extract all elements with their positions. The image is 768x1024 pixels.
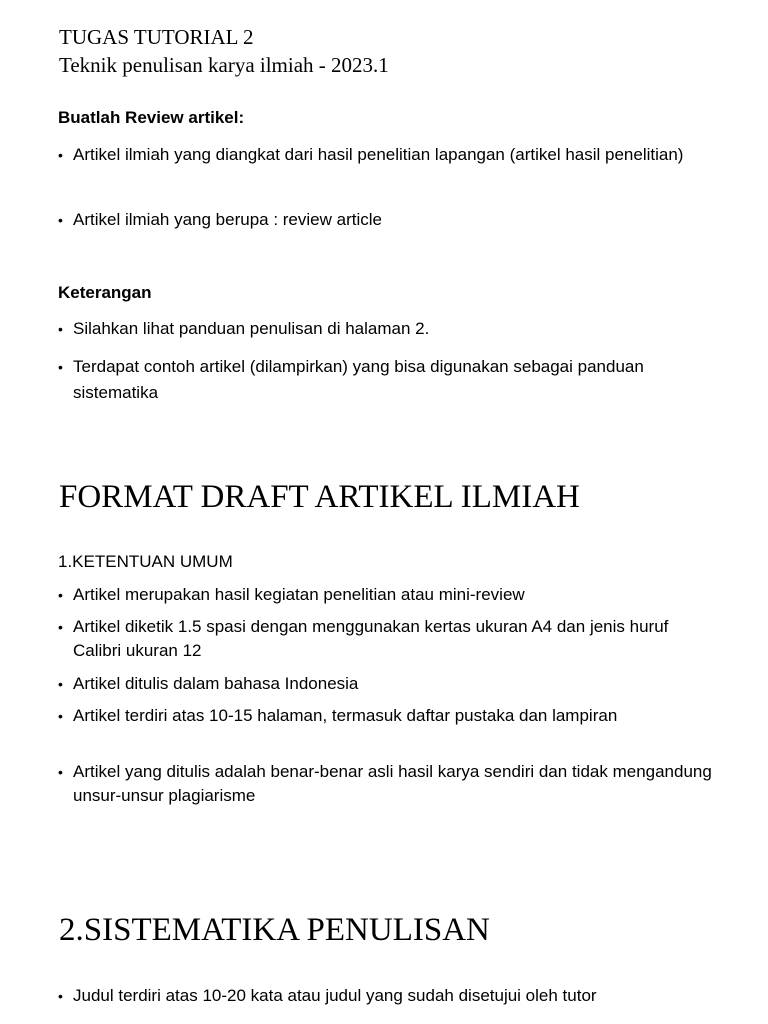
document-title: TUGAS TUTORIAL 2 xyxy=(59,25,254,49)
list-item xyxy=(58,142,718,168)
keterangan-heading: Keterangan xyxy=(58,283,152,302)
list-item xyxy=(58,583,718,607)
list-item xyxy=(58,672,718,696)
list-item-text: Artikel diketik 1.5 spasi dengan menggunakan kertas ukuran A4 dan jenis huruf Calibri ukuran 12 xyxy=(73,617,669,660)
list-item-text: Silahkan lihat panduan penulisan di halaman 2. xyxy=(73,319,430,338)
list-item-text: Artikel ditulis dalam bahasa Indonesia xyxy=(73,674,359,693)
bullet-icon: • xyxy=(58,359,63,375)
ketentuan-umum-heading: 1.KETENTUAN UMUM xyxy=(58,552,233,571)
sistematika-heading: 2.SISTEMATIKA PENULISAN xyxy=(59,912,490,948)
list-item xyxy=(58,207,718,233)
review-heading: Buatlah Review artikel: xyxy=(58,108,245,127)
list-item-text: Artikel ilmiah yang berupa : review article xyxy=(73,210,382,229)
list-item xyxy=(58,983,718,1009)
bullet-icon: • xyxy=(58,587,63,603)
list-item-text: Artikel merupakan hasil kegiatan penelitian atau mini-review xyxy=(73,585,525,604)
bullet-icon: • xyxy=(58,212,63,228)
list-item xyxy=(58,760,718,808)
list-item-text: Artikel yang ditulis adalah benar-benar asli hasil karya sendiri dan tidak mengandung unsur-unsur plagiarisme xyxy=(73,762,712,805)
bullet-icon: • xyxy=(58,619,63,635)
list-item-text: Artikel terdiri atas 10-15 halaman, termasuk daftar pustaka dan lampiran xyxy=(73,706,618,725)
list-item xyxy=(58,704,718,728)
list-item-text: Terdapat contoh artikel (dilampirkan) yang bisa digunakan sebagai panduan sistematika xyxy=(73,357,644,402)
list-item-text: Artikel ilmiah yang diangkat dari hasil penelitian lapangan (artikel hasil penelitian) xyxy=(73,145,684,164)
bullet-icon: • xyxy=(58,988,63,1004)
bullet-icon: • xyxy=(58,676,63,692)
format-heading: FORMAT DRAFT ARTIKEL ILMIAH xyxy=(59,479,580,515)
list-item xyxy=(58,615,718,663)
list-item xyxy=(58,316,718,342)
list-item xyxy=(58,354,718,406)
bullet-icon: • xyxy=(58,147,63,163)
document-subtitle: Teknik penulisan karya ilmiah - 2023.1 xyxy=(59,53,389,77)
bullet-icon: • xyxy=(58,764,63,780)
list-item-text: Judul terdiri atas 10-20 kata atau judul yang sudah disetujui oleh tutor xyxy=(73,986,597,1005)
bullet-icon: • xyxy=(58,708,63,724)
bullet-icon: • xyxy=(58,321,63,337)
